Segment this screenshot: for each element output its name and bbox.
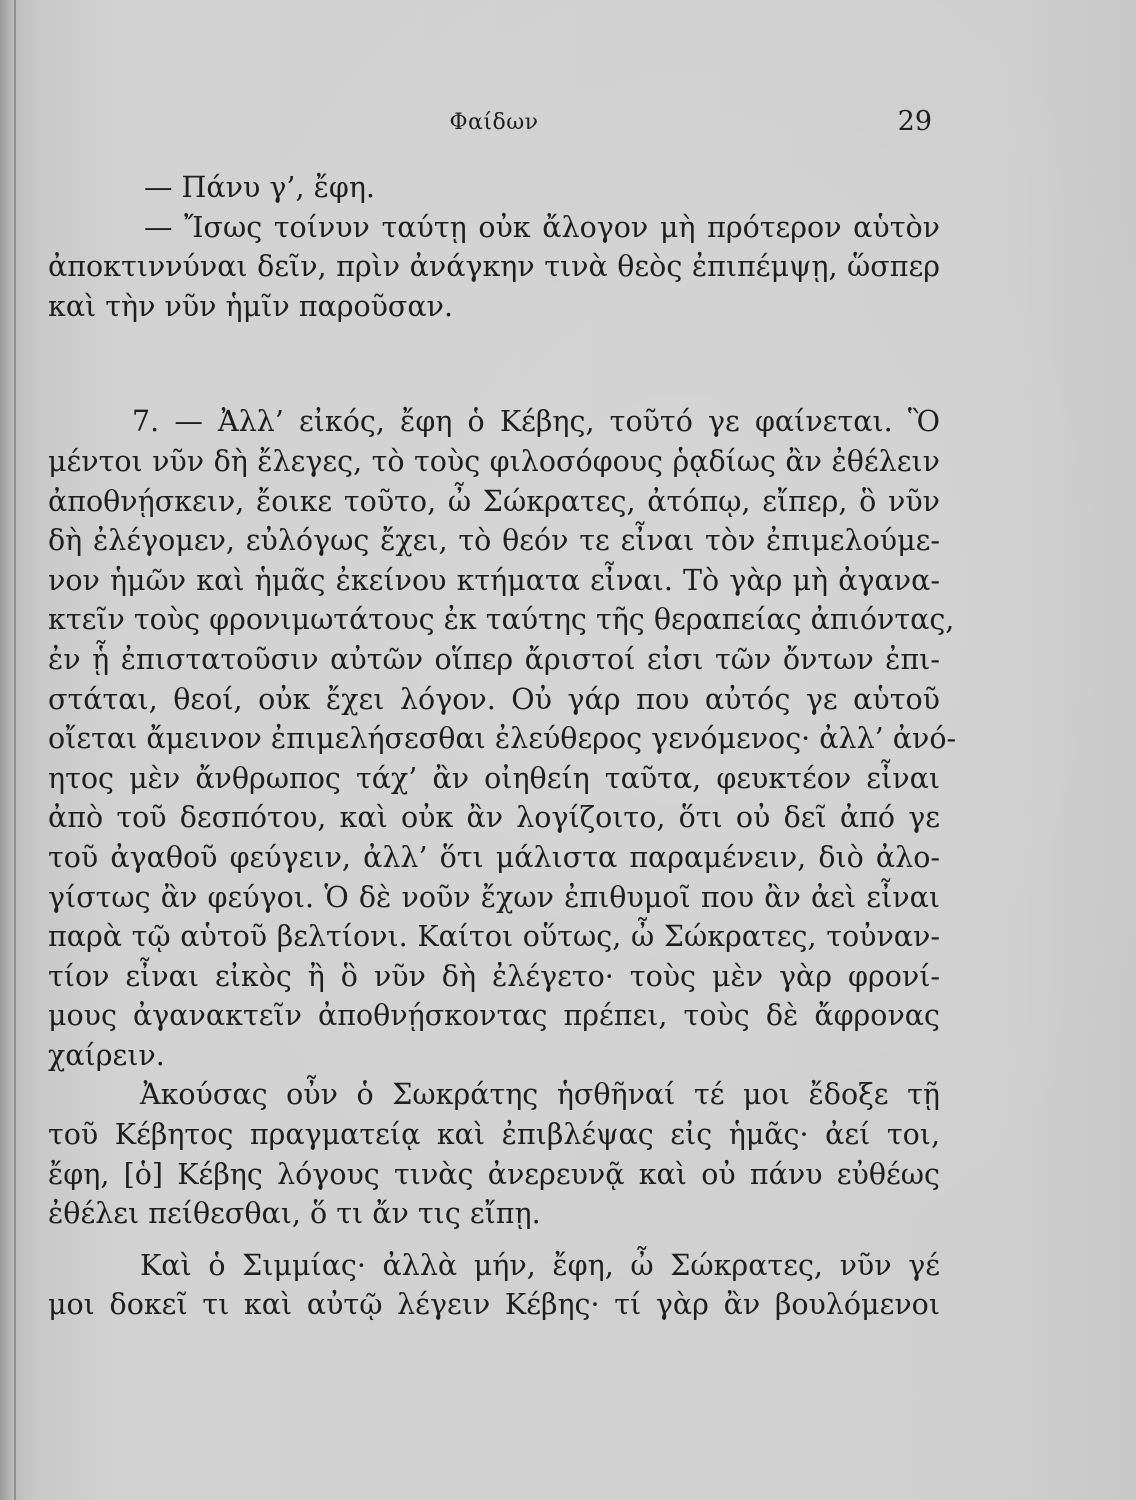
text-line: οἴεται ἄμεινον ἐπιμελήσεσθαι ἐλεύθερος γενόμενος· ἀλλ’ ἀνό- (48, 722, 957, 756)
section-7-paragraph (48, 402, 957, 1075)
text-line: Ἀκούσας οὖν ὁ Σωκράτης ἡσθῆναί τέ μοι ἔδοξε τῇ (140, 1078, 940, 1112)
text-line: ἔφη, [ὁ] Κέβης λόγους τινὰς ἀνερευνᾷ καὶ οὐ πάνυ εὐθέως (48, 1157, 940, 1191)
text-line: τοῦ ἀγαθοῦ φεύγειν, ἀλλ’ ὅτι μάλιστα παραμένειν, διὸ ἀλο- (48, 840, 940, 874)
text-line: κτεῖν τοὺς φρονιμωτάτους ἐκ ταύτης τῆς θεραπείας ἀπιόντας, (48, 603, 955, 637)
text-line: νον ἡμῶν καὶ ἡμᾶς ἐκείνου κτήματα εἶναι. Τὸ γὰρ μὴ ἀγανα- (48, 563, 940, 597)
page-binding-shadow (0, 0, 22, 1500)
text-line: μέντοι νῦν δὴ ἔλεγες, τὸ τοὺς φιλοσόφους ῥᾳδίως ἂν ἐθέλειν (48, 444, 940, 478)
text-line: καὶ τὴν νῦν ἡμῖν παροῦσαν. (48, 289, 454, 323)
text-line: μους ἀγανακτεῖν ἀποθνῄσκοντας πρέπει, τοὺς δὲ ἄφρονας (48, 999, 940, 1033)
section-gap (48, 326, 940, 402)
text-line: μοι δοκεῖ τι καὶ αὐτῷ λέγειν Κέβης· τί γὰρ ἂν βουλόμενοι (48, 1288, 940, 1322)
text-line: 7. — Ἀλλ’ εἰκός, ἔφη ὁ Κέβης, τοῦτό γε φαίνεται. Ὃ (132, 405, 940, 439)
text-line: παρὰ τῷ αὑτοῦ βελτίονι. Καίτοι οὕτως, ὦ Σώκρατες, τοὐναν- (48, 920, 940, 954)
text-line: στάται, θεοί, οὐκ ἔχει λόγον. Οὐ γάρ που αὐτός γε αὑτοῦ (48, 682, 940, 716)
text-line: ἀπὸ τοῦ δεσπότου, καὶ οὐκ ἂν λογίζοιτο, ὅτι οὐ δεῖ ἀπό γε (48, 801, 940, 835)
page-number: 29 (897, 106, 932, 137)
page-binding-line (14, 0, 16, 1500)
text-line: τίον εἶναι εἰκὸς ἢ ὃ νῦν δὴ ἐλέγετο· τοὺς μὲν γὰρ φρονί- (48, 959, 940, 993)
text-line: ἐν ᾗ ἐπιστατοῦσιν αὐτῶν οἵπερ ἄριστοί εἰσι τῶν ὄντων ἐπι- (48, 642, 940, 676)
text-line: δὴ ἐλέγομεν, εὐλόγως ἔχει, τὸ θεόν τε εἶναι τὸν ἐπιμελούμε- (48, 524, 940, 558)
text-line: ἀποθνῄσκειν, ἔοικε τοῦτο, ὦ Σώκρατες, ἀτόπῳ, εἴπερ, ὃ νῦν (48, 484, 940, 518)
paragraph-akousas (48, 1075, 940, 1233)
running-title: Φαίδων (449, 110, 539, 135)
text-line: γίστως ἂν φεύγοι. Ὁ δὲ νοῦν ἔχων ἐπιθυμοῖ που ἂν ἀεὶ εἶναι (48, 880, 940, 914)
dialogue-block-1 (48, 168, 940, 326)
running-head (48, 104, 940, 144)
text-line: ἐθέλει πείθεσθαι, ὅ τι ἄν τις εἴπῃ. (48, 1197, 541, 1231)
text-line: ητος μὲν ἄνθρωπος τάχ’ ἂν οἰηθείη ταῦτα, φευκτέον εἶναι (48, 761, 940, 795)
text-line: ἀποκτιννύναι δεῖν, πρὶν ἀνάγκην τινὰ θεὸς ἐπιπέμψῃ, ὥσπερ (48, 250, 940, 284)
text-line: — Ἴσως τοίνυν ταύτῃ οὐκ ἄλογον μὴ πρότερον αὑτὸν (144, 210, 940, 244)
text-line: — Πάνυ γ’, ἔφη. (144, 171, 375, 204)
paragraph-simmias (48, 1246, 940, 1325)
text-line: τοῦ Κέβητος πραγματείᾳ καὶ ἐπιβλέψας εἰς ἡμᾶς· ἀεί τοι, (48, 1118, 940, 1152)
text-line: χαίρειν. (48, 1038, 165, 1072)
text-line: Καὶ ὁ Σιμμίας· ἀλλὰ μήν, ἔφη, ὦ Σώκρατες, νῦν γέ (140, 1248, 940, 1282)
body-text (48, 168, 957, 1325)
